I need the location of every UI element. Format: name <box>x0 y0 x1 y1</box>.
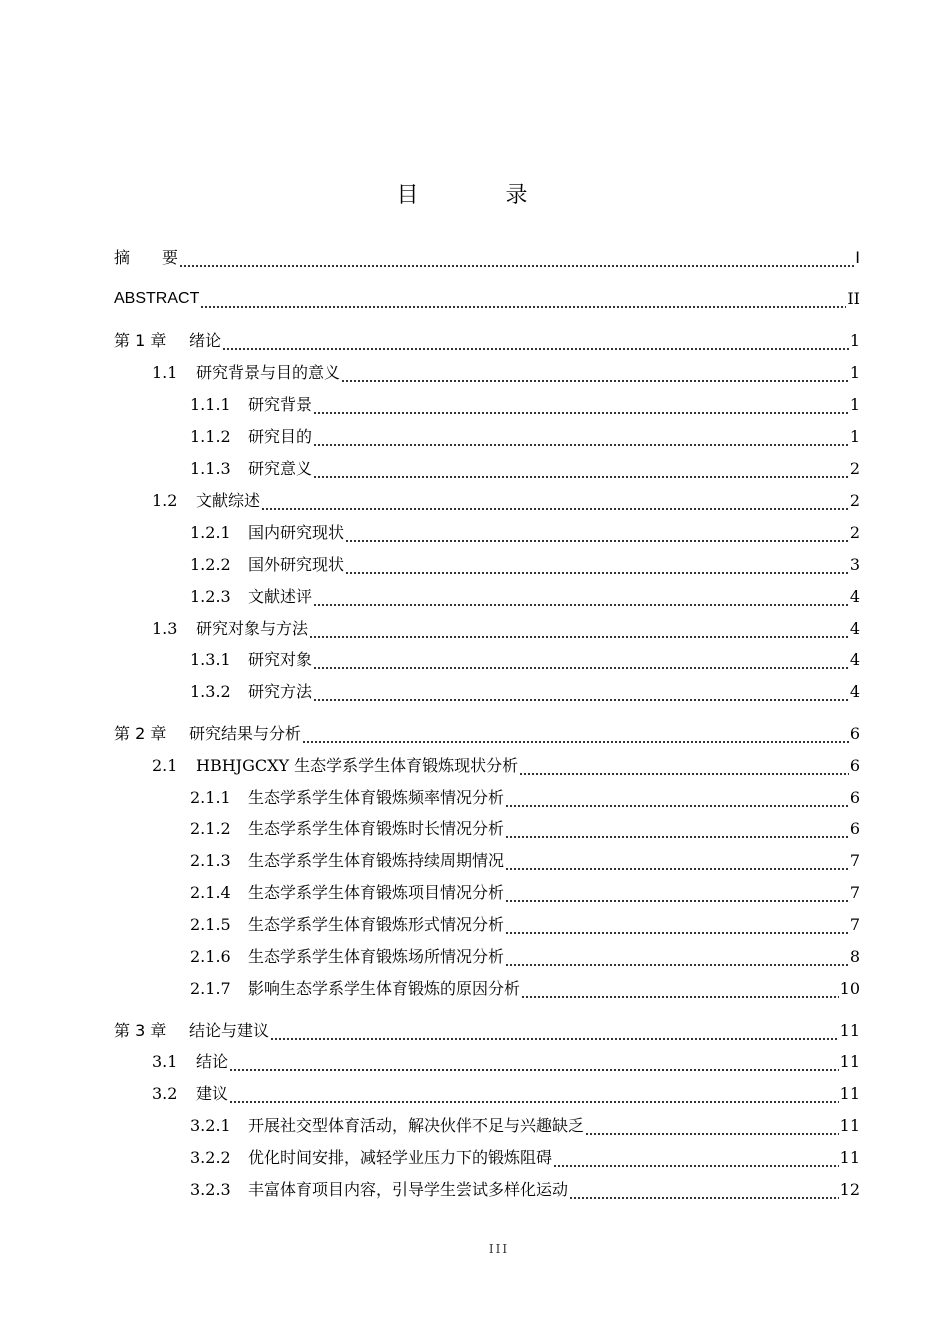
toc-entry-3-2-1[interactable] <box>190 1114 860 1138</box>
leader-dots <box>341 361 849 385</box>
toc-label: 生态学系学生体育锻炼持续周期情况 <box>248 851 505 870</box>
toc-label: 文献述评 <box>248 587 313 606</box>
leader-dots <box>345 521 849 545</box>
toc-page: 11 <box>839 1084 860 1103</box>
leader-dots <box>505 945 849 969</box>
toc-label: 国外研究现状 <box>248 555 345 574</box>
toc-label: 生态学系学生体育锻炼频率情况分析 <box>248 788 505 807</box>
toc-label: 生态学系学生体育锻炼形式情况分析 <box>248 915 505 934</box>
toc-label: 绪论 <box>189 331 222 350</box>
toc-page: 11 <box>839 1116 860 1135</box>
toc-label: 研究背景 <box>248 395 313 414</box>
toc-number: 1.2 <box>152 491 178 510</box>
toc-page: 6 <box>849 788 860 807</box>
leader-dots <box>313 393 849 417</box>
toc-entry-1-2-1[interactable] <box>190 521 860 545</box>
toc-label: 摘 要 <box>114 248 179 267</box>
toc-number: 2.1.2 <box>190 819 231 838</box>
leader-dots <box>313 648 849 672</box>
toc-number: 3.2.2 <box>190 1148 231 1167</box>
leader-dots <box>505 786 849 810</box>
leader-dots <box>521 977 839 1001</box>
toc-entry-chapter-3[interactable] <box>114 1019 860 1043</box>
toc-number: 2.1.7 <box>190 979 231 998</box>
toc-page: 6 <box>849 724 860 743</box>
toc-entry-2-1-7[interactable] <box>190 977 860 1001</box>
toc-entry-2-1-4[interactable] <box>190 881 860 905</box>
toc-label: 研究对象与方法 <box>196 619 309 638</box>
toc-number: 1.1.1 <box>190 395 231 414</box>
toc-page: 12 <box>839 1180 860 1199</box>
toc-entry-2-1-2[interactable] <box>190 817 860 841</box>
toc-entry-3-1[interactable] <box>152 1050 860 1074</box>
toc-page: 11 <box>839 1052 860 1071</box>
toc-label: 生态学系学生体育锻炼项目情况分析 <box>248 883 505 902</box>
toc-label: 研究目的 <box>248 427 313 446</box>
toc-page: 7 <box>849 883 860 902</box>
leader-dots <box>179 246 854 270</box>
toc-number: 1.1.2 <box>190 427 231 446</box>
toc-page: 8 <box>849 947 860 966</box>
toc-number: 2.1.1 <box>190 788 231 807</box>
toc-label: 生态学系学生体育锻炼场所情况分析 <box>248 947 505 966</box>
toc-number: 1.3.1 <box>190 650 231 669</box>
leader-dots <box>313 457 849 481</box>
toc-number: 3.2.3 <box>190 1180 231 1199</box>
leader-dots <box>345 553 849 577</box>
toc-entry-1-2[interactable] <box>152 489 860 513</box>
leader-dots <box>505 881 849 905</box>
toc-number: 3.2 <box>152 1084 178 1103</box>
toc-page: 2 <box>849 491 860 510</box>
toc-page: 1 <box>849 331 860 350</box>
toc-label: 结论 <box>196 1052 229 1071</box>
toc-page: 4 <box>849 682 860 701</box>
toc-entry-3-2-2[interactable] <box>190 1146 860 1170</box>
toc-entry-chapter-2[interactable] <box>114 722 860 746</box>
toc-label: 影响生态学系学生体育锻炼的原因分析 <box>248 979 521 998</box>
toc-number: 1.2.1 <box>190 523 231 542</box>
toc-page: 4 <box>849 619 860 638</box>
toc-page: 2 <box>849 459 860 478</box>
toc-label: 生态学系学生体育锻炼时长情况分析 <box>248 819 505 838</box>
toc-entry-1-1-2[interactable] <box>190 425 860 449</box>
toc-entry-3-2[interactable] <box>152 1082 860 1106</box>
leader-dots <box>302 722 849 746</box>
toc-entry-abstract-cn[interactable] <box>114 246 860 270</box>
toc-page: 11 <box>839 1148 860 1167</box>
toc-page: 6 <box>849 819 860 838</box>
leader-dots <box>505 817 849 841</box>
toc-page: 1 <box>849 395 860 414</box>
toc-number: 1.2.2 <box>190 555 231 574</box>
toc-number: 第 2 章 <box>114 724 167 743</box>
leader-dots <box>222 329 849 353</box>
leader-dots <box>569 1178 839 1202</box>
toc-label: HBHJGCXY 生态学系学生体育锻炼现状分析 <box>196 756 519 775</box>
toc-label: 研究意义 <box>248 459 313 478</box>
page-number-footer: III <box>488 1242 510 1256</box>
toc-number: 1.2.3 <box>190 587 231 606</box>
toc-number: 2.1.3 <box>190 851 231 870</box>
toc-page: 4 <box>849 650 860 669</box>
toc-entry-1-3-1[interactable] <box>190 648 860 672</box>
toc-number: 第 1 章 <box>114 331 167 350</box>
toc-entry-2-1-3[interactable] <box>190 849 860 873</box>
toc-entry-1-1-1[interactable] <box>190 393 860 417</box>
toc-entry-abstract-en[interactable] <box>114 287 860 311</box>
toc-entry-1-1[interactable] <box>152 361 860 385</box>
leader-dots <box>313 425 849 449</box>
toc-label: 丰富体育项目内容，引导学生尝试多样化运动 <box>248 1180 569 1199</box>
toc-label: 结论与建议 <box>189 1021 270 1040</box>
leader-dots <box>585 1114 839 1138</box>
page-title: 目 录 <box>396 183 568 208</box>
toc-page: 1 <box>849 363 860 382</box>
toc-page: 2 <box>849 523 860 542</box>
toc-entry-1-3[interactable] <box>152 617 860 641</box>
toc-number: 第 3 章 <box>114 1021 167 1040</box>
toc-page: 11 <box>839 1021 860 1040</box>
toc-entry-1-1-3[interactable] <box>190 457 860 481</box>
leader-dots <box>261 489 849 513</box>
toc-page: 10 <box>839 979 860 998</box>
toc-entry-3-2-3[interactable] <box>190 1178 860 1202</box>
toc-number: 1.3.2 <box>190 682 231 701</box>
toc-label: 优化时间安排，减轻学业压力下的锻炼阻碍 <box>248 1148 553 1167</box>
toc-number: 1.1.3 <box>190 459 231 478</box>
leader-dots <box>505 849 849 873</box>
toc-number: 2.1.6 <box>190 947 231 966</box>
toc-label: 研究方法 <box>248 682 313 701</box>
leader-dots <box>309 617 849 641</box>
toc-label: 研究背景与目的意义 <box>196 363 341 382</box>
leader-dots <box>313 680 849 704</box>
toc-number: 3.2.1 <box>190 1116 231 1135</box>
toc-number: 1.1 <box>152 363 178 382</box>
leader-dots <box>553 1146 839 1170</box>
leader-dots <box>200 287 846 311</box>
toc-entry-1-3-2[interactable] <box>190 680 860 704</box>
toc-page: 3 <box>849 555 860 574</box>
toc-number: 2.1.5 <box>190 915 231 934</box>
toc-entry-1-2-3[interactable] <box>190 585 860 609</box>
toc-label: 开展社交型体育活动，解决伙伴不足与兴趣缺乏 <box>248 1116 585 1135</box>
toc-page: I <box>855 248 860 267</box>
toc-entry-chapter-1[interactable] <box>114 329 860 353</box>
toc-entry-2-1-6[interactable] <box>190 945 860 969</box>
toc-page: 1 <box>849 427 860 446</box>
toc-page: II <box>847 289 860 308</box>
toc-number: 1.3 <box>152 619 178 638</box>
toc-number: 2.1 <box>152 756 178 775</box>
toc-page: 6 <box>849 756 860 775</box>
leader-dots <box>505 913 849 937</box>
toc-entry-2-1[interactable] <box>152 754 860 778</box>
toc-number: 3.1 <box>152 1052 178 1071</box>
toc-label: 建议 <box>196 1084 229 1103</box>
leader-dots <box>229 1082 839 1106</box>
toc-page: 7 <box>849 915 860 934</box>
leader-dots <box>519 754 849 778</box>
leader-dots <box>270 1019 839 1043</box>
leader-dots <box>313 585 849 609</box>
leader-dots <box>229 1050 839 1074</box>
toc-page: 4 <box>849 587 860 606</box>
toc-label: 国内研究现状 <box>248 523 345 542</box>
toc-label: 研究结果与分析 <box>189 724 302 743</box>
toc-entry-2-1-1[interactable] <box>190 786 860 810</box>
toc-entry-1-2-2[interactable] <box>190 553 860 577</box>
toc-page: 7 <box>849 851 860 870</box>
toc-number: 2.1.4 <box>190 883 231 902</box>
toc-label: 研究对象 <box>248 650 313 669</box>
toc-label: 文献综述 <box>196 491 261 510</box>
toc-entry-2-1-5[interactable] <box>190 913 860 937</box>
toc-label: ABSTRACT <box>114 290 200 307</box>
